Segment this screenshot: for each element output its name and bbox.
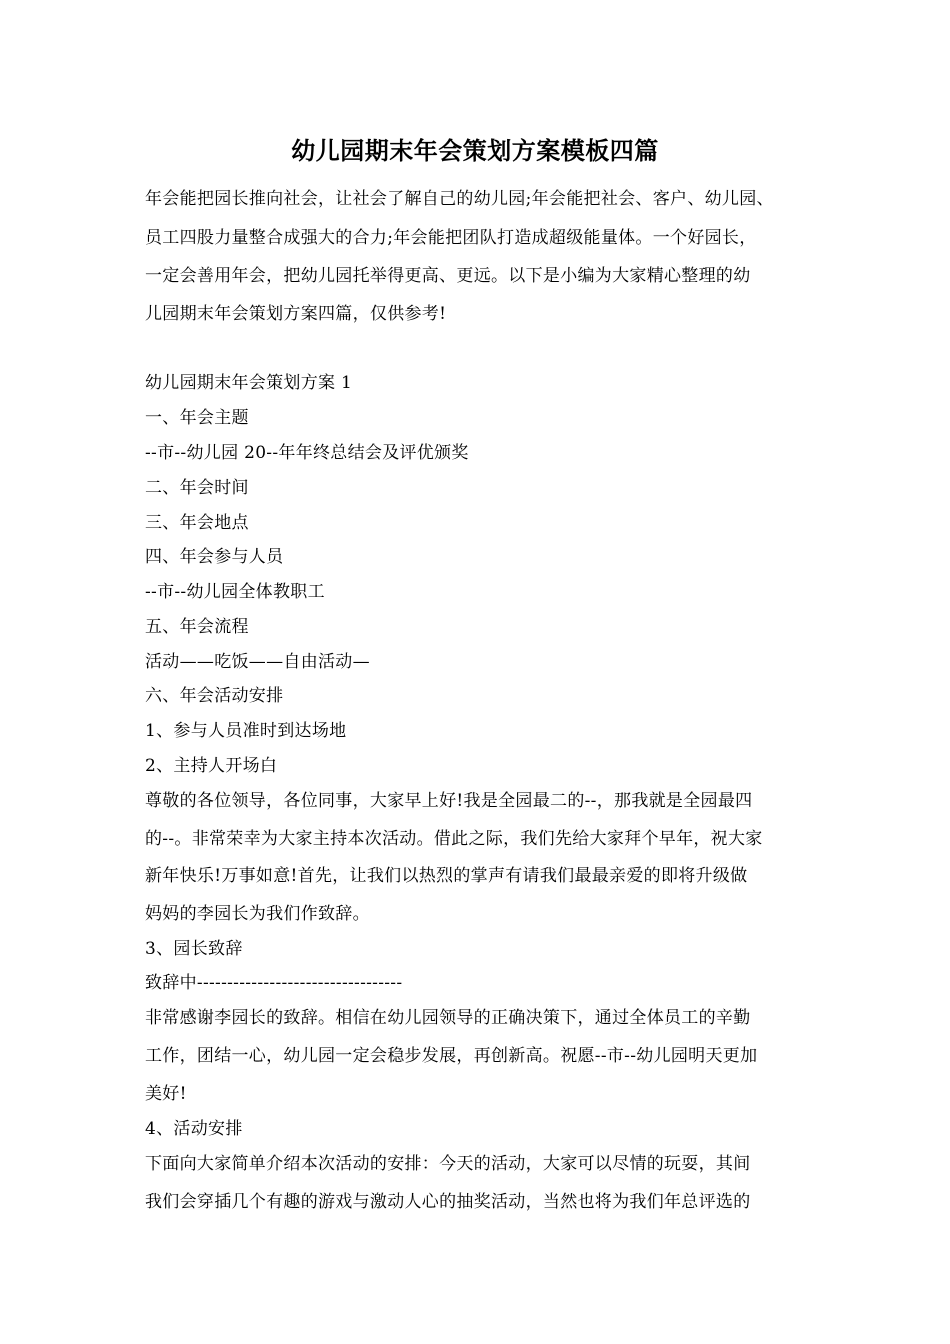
activity-line-1: 下面向大家简单介绍本次活动的安排：今天的活动，大家可以尽情的玩耍，其间 [145,1154,751,1174]
document-title: 幼儿园期末年会策划方案模板四篇 [291,136,659,165]
opening-line-2: 的--。非常荣幸为大家主持本次活动。借此之际，我们先给大家拜个早年，祝大家 [145,829,763,849]
activity-line-2: 我们会穿插几个有趣的游戏与激动人心的抽奖活动，当然也将为我们年总评选的 [145,1192,751,1212]
item-4: 4、活动安排 [145,1119,243,1139]
heading-arrangement: 六、年会活动安排 [145,686,284,706]
opening-line-3: 新年快乐!万事如意!首先，让我们以热烈的掌声有请我们最最亲爱的即将升级做 [145,866,748,886]
opening-line-4: 妈妈的李园长为我们作致辞。 [145,904,370,924]
intro-line-1: 年会能把园长推向社会，让社会了解自己的幼儿园;年会能把社会、客户、幼儿园、 [145,189,774,209]
heading-theme: 一、年会主题 [145,408,249,428]
speech-placeholder: 致辞中---------------------------------- [145,973,403,993]
intro-line-4: 儿园期末年会策划方案四篇，仅供参考! [145,304,447,324]
thanks-line-2: 工作，团结一心，幼儿园一定会稳步发展，再创新高。祝愿--市--幼儿园明天更加 [145,1046,758,1066]
theme-text: --市--幼儿园 20--年年终总结会及评优颁奖 [145,443,469,463]
intro-line-3: 一定会善用年会，把幼儿园托举得更高、更远。以下是小编为大家精心整理的幼 [145,266,751,286]
heading-time: 二、年会时间 [145,478,249,498]
heading-location: 三、年会地点 [145,513,249,533]
thanks-line-1: 非常感谢李园长的致辞。相信在幼儿园领导的正确决策下，通过全体员工的辛勤 [145,1008,751,1028]
item-1: 1、参与人员准时到达场地 [145,721,347,741]
process-text: 活动——吃饭——自由活动— [145,652,370,672]
participants-text: --市--幼儿园全体教职工 [145,582,325,602]
heading-process: 五、年会流程 [145,617,249,637]
section-heading: 幼儿园期末年会策划方案 1 [145,373,353,393]
thanks-line-3: 美好! [145,1084,187,1104]
intro-line-2: 员工四股力量整合成强大的合力;年会能把团队打造成超级能量体。一个好园长， [145,228,757,248]
item-2: 2、主持人开场白 [145,756,278,776]
item-3: 3、园长致辞 [145,939,243,959]
opening-line-1: 尊敬的各位领导，各位同事，大家早上好!我是全园最二的--，那我就是全园最四 [145,791,753,811]
heading-participants: 四、年会参与人员 [145,547,284,567]
